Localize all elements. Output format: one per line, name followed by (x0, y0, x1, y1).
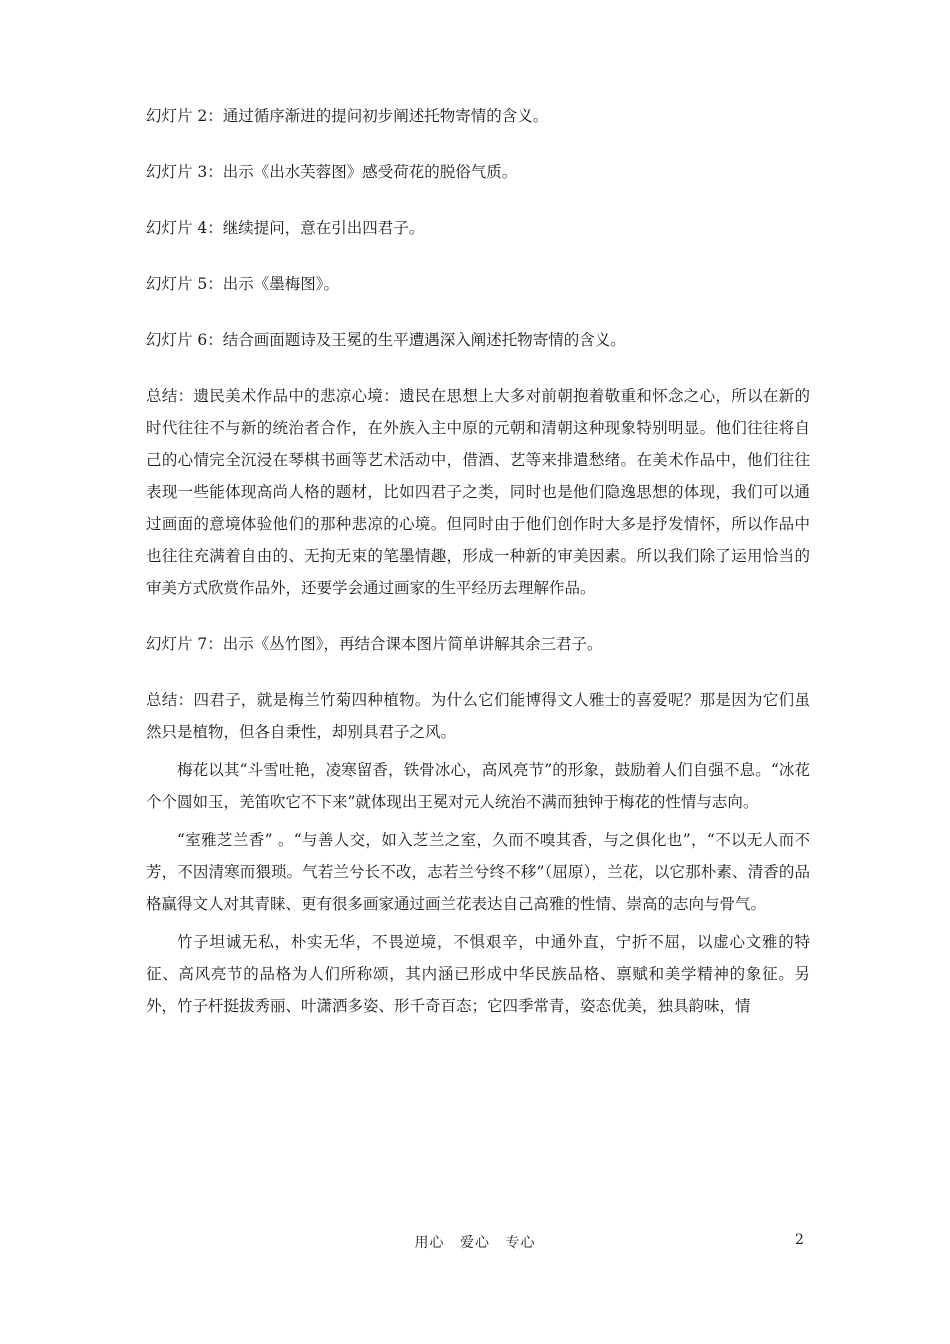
slide-6-note: 幻灯片 6：结合画面题诗及王冕的生平遭遇深入阐述托物寄情的含义。 (146, 331, 626, 349)
slide-4-note: 幻灯片 4：继续提问，意在引出四君子。 (146, 219, 425, 237)
summary-paragraph-2: 总结：四君子，就是梅兰竹菊四种植物。为什么它们能博得文人雅士的喜爱呢？那是因为它们虽然只是植物，但各自秉性，却别具君子之风。 (146, 691, 810, 741)
slide-2-note: 幻灯片 2：通过循序渐进的提问初步阐述托物寄情的含义。 (146, 107, 549, 125)
plum-paragraph: 梅花以其“斗雪吐艳，凌寒留香，铁骨冰心，高风亮节”的形象，鼓励着人们自强不息。“冰花个个圆如玉，羌笛吹它不下来”就体现出王冕对元人统治不满而独钟于梅花的性情与志向。 (146, 761, 810, 811)
summary-paragraph-1: 总结：遗民美术作品中的悲凉心境：遗民在思想上大多对前朝抱着敬重和怀念之心，所以在新的时代往往不与新的统治者合作，在外族入主中原的元朝和清朝这种现象特别明显。他们往往将自己的心情完全沉浸在琴棋书画等艺术活动中，借酒、艺等来排遣愁绪。在美术作品中，他们往往表现一些能体现高尚人格的题材，比如四君子之类，同时也是他们隐逸思想的体现，我们可以通过画面的意境体验他们的那种悲凉的心境。但同时由于他们创作时大多是抒发情怀，所以作品中也往往充满着自由的、无拘无束的笔墨情趣，形成一种新的审美因素。所以我们除了运用恰当的审美方式欣赏作品外，还要学会通过画家的生平经历去理解作品。 (146, 387, 810, 597)
slide-3-note: 幻灯片 3：出示《出水芙蓉图》感受荷花的脱俗气质。 (146, 163, 518, 181)
footer-motto: 用心 爱心 专心 (414, 1235, 536, 1251)
slide-5-note: 幻灯片 5：出示《墨梅图》。 (146, 275, 340, 293)
orchid-paragraph: “室雅芝兰香” 。“与善人交，如入芝兰之室，久而不嗅其香，与之俱化也”，“不以无人而不芳，不因清寒而猥琐。气若兰兮长不改，志若兰兮终不移”（屈原），兰花，以它那朴素、清香的品格赢得文人对其青睐、更有很多画家通过画兰花表达自己高雅的性情、崇高的志向与骨气。 (146, 831, 810, 913)
slide-7-note: 幻灯片 7：出示《丛竹图》，再结合课本图片简单讲解其余三君子。 (146, 635, 603, 653)
page-number: 2 (795, 1232, 804, 1248)
document-body (146, 100, 810, 1022)
bamboo-paragraph: 竹子坦诚无私，朴实无华，不畏逆境，不惧艰辛，中通外直，宁折不屈，以虚心文雅的特征、高风亮节的品格为人们所称颂，其内涵已形成中华民族品格、禀赋和美学精神的象征。另外，竹子杆挺拔秀丽、叶潇洒多姿、形千奇百态；它四季常青，姿态优美，独具韵味，情 (146, 933, 810, 1015)
